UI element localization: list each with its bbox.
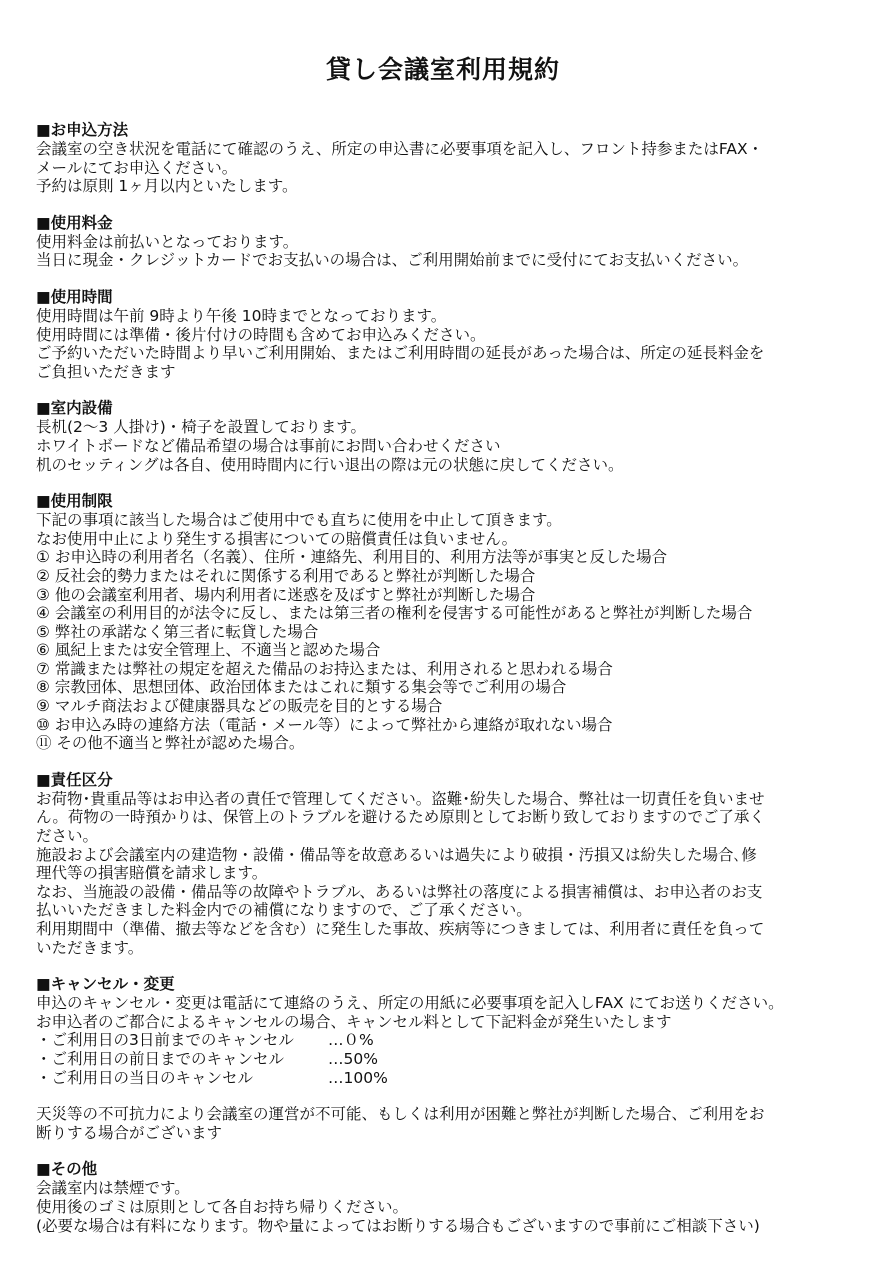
list-item: ④ 会議室の利用目的が法令に反し、または第三者の権利を侵害する可能性があると弊社が判断した場合: [36, 604, 753, 623]
section-restrictions: [36, 492, 866, 753]
text-line: ださい。: [36, 827, 99, 846]
text-line: 理代等の損害賠償を請求します。: [36, 864, 268, 883]
text-line: 使用料金は前払いとなっております。: [36, 232, 299, 251]
fee-row: [36, 1050, 866, 1069]
section-heading: ■キャンセル・変更: [36, 975, 175, 994]
text-line: 当日に現金・クレジットカードでお支払いの場合は、ご利用開始前までに受付にてお支払いください。: [36, 251, 749, 270]
list-item: ⑪ その他不適当と弊社が認めた場合。: [36, 734, 305, 753]
fee-value: …100%: [328, 1068, 388, 1087]
page-title: 貸し会議室利用規約: [325, 55, 560, 84]
text-line: いただきます。: [36, 938, 144, 957]
text-line: 払いいただきました料金内での補償になりますので、ご了承ください。: [36, 901, 532, 920]
section-hours: [36, 288, 866, 381]
section-other: [36, 1160, 866, 1235]
list-item: ③ 他の会議室利用者、場内利用者に迷惑を及ぼすと弊社が判断した場合: [36, 585, 536, 604]
text-line: 断りする場合がございます: [36, 1123, 223, 1142]
text-line: 使用時間は午前 9時より午後 10時までとなっております。: [36, 306, 447, 325]
section-fee: [36, 214, 866, 270]
text-line: 申込のキャンセル・変更は電話にて連絡のうえ、所定の用紙に必要事項を記入しFAX にてお送りください。: [36, 994, 784, 1013]
list-item: ⑥ 風紀上または安全管理上、不適当と認めた場合: [36, 641, 381, 660]
list-item: ⑦ 常識または弊社の規定を超えた備品のお持込または、利用されると思われる場合: [36, 659, 613, 678]
fee-label: ・ご利用日の前日までのキャンセル: [36, 1049, 285, 1068]
section-heading: ■その他: [36, 1160, 98, 1179]
spacer: [36, 1087, 866, 1105]
text-line: お申込者のご都合によるキャンセルの場合、キャンセル料として下記料金が発生いたします: [36, 1012, 672, 1031]
section-cancel: [36, 975, 866, 1142]
text-line: 長机(2～3 人掛け)・椅子を設置しております。: [36, 418, 367, 437]
fee-row: [36, 1069, 866, 1088]
text-line: ご予約いただいた時間より早いご利用開始、またはご利用時間の延長があった場合は、所定の延長料金を: [36, 344, 765, 363]
text-line: メールにてお申込ください。: [36, 158, 238, 177]
text-line: ん。荷物の一時預かりは、保管上のトラブルを避けるため原則としてお断り致しておりますのでご了承く: [36, 808, 765, 827]
text-line: 会議室の空き状況を電話にて確認のうえ、所定の申込書に必要事項を記入し、フロント持参またはFAX・: [36, 140, 764, 158]
text-line: ホワイトボードなど備品希望の場合は事前にお問い合わせください: [36, 436, 501, 455]
list-item: ① お申込時の利用者名（名義）、住所・連絡先、利用目的、利用方法等が事実と反した場合: [36, 548, 668, 567]
section-heading: ■お申込方法: [36, 121, 129, 139]
terms-content: [36, 121, 866, 1253]
text-line: 施設および会議室内の建造物・設備・備品等を故意あるいは過失により破損・汚損又は紛失した場合､修: [36, 845, 757, 864]
section-liability: [36, 771, 866, 957]
section-heading: ■使用時間: [36, 287, 113, 306]
text-line: なお使用中止により発生する損害についての賠償責任は負いません。: [36, 529, 518, 548]
fee-value: …50%: [328, 1049, 378, 1068]
list-item: ⑩ お申込み時の連絡方法（電話・メール等）によって弊社から連絡が取れない場合: [36, 715, 613, 734]
list-item: ② 反社会的勢力またはそれに関係する利用であると弊社が判断した場合: [36, 566, 536, 585]
fee-row: [36, 1031, 866, 1050]
text-line: お荷物･貴重品等はお申込者の責任で管理してください。盗難･紛失した場合、弊社は一切責任を負いませ: [36, 789, 765, 808]
text-line: ご負担いただきます: [36, 362, 176, 381]
text-line: 使用後のゴミは原則として各自お持ち帰りください。: [36, 1197, 409, 1216]
text-line: (必要な場合は有料になります。物や量によってはお断りする場合もございますので事前にご相談下さい): [36, 1216, 760, 1235]
text-line: なお、当施設の設備・備品等の故障やトラブル、あるいは弊社の落度による損害補償は、お申込者のお支: [36, 882, 763, 901]
section-heading: ■使用料金: [36, 213, 113, 232]
fee-value: …０%: [328, 1031, 374, 1050]
section-equipment: [36, 399, 866, 474]
text-line: 会議室内は禁煙です。: [36, 1179, 190, 1198]
text-line: 利用期間中（準備、撤去等などを含む）に発生した事故、疾病等につきましては、利用者に責任を負って: [36, 920, 765, 938]
fee-label: ・ご利用日の当日のキャンセル: [36, 1068, 254, 1087]
text-line: 天災等の不可抗力により会議室の運営が不可能、もしくは利用が困難と弊社が判断した場合、ご利用をお: [36, 1105, 765, 1124]
section-heading: ■室内設備: [36, 399, 113, 418]
text-line: 使用時間には準備・後片付けの時間も含めてお申込みください。: [36, 325, 486, 344]
section-application: [36, 121, 866, 196]
text-line: 下記の事項に該当した場合はご使用中でも直ちに使用を中止して頂きます。: [36, 511, 562, 530]
section-heading: ■責任区分: [36, 770, 113, 789]
section-heading: ■使用制限: [36, 492, 113, 511]
list-item: ⑤ 弊社の承諾なく第三者に転貸した場合: [36, 622, 319, 641]
list-item: ⑧ 宗教団体、思想団体、政治団体またはこれに類する集会等でご利用の場合: [36, 678, 567, 697]
text-line: 予約は原則 1ヶ月以内といたします。: [36, 177, 298, 196]
text-line: 机のセッティングは各自、使用時間内に行い退出の際は元の状態に戻してください。: [36, 455, 624, 474]
list-item: ⑨ マルチ商法および健康器具などの販売を目的とする場合: [36, 697, 443, 716]
fee-label: ・ご利用日の3日前までのキャンセル: [36, 1031, 294, 1050]
